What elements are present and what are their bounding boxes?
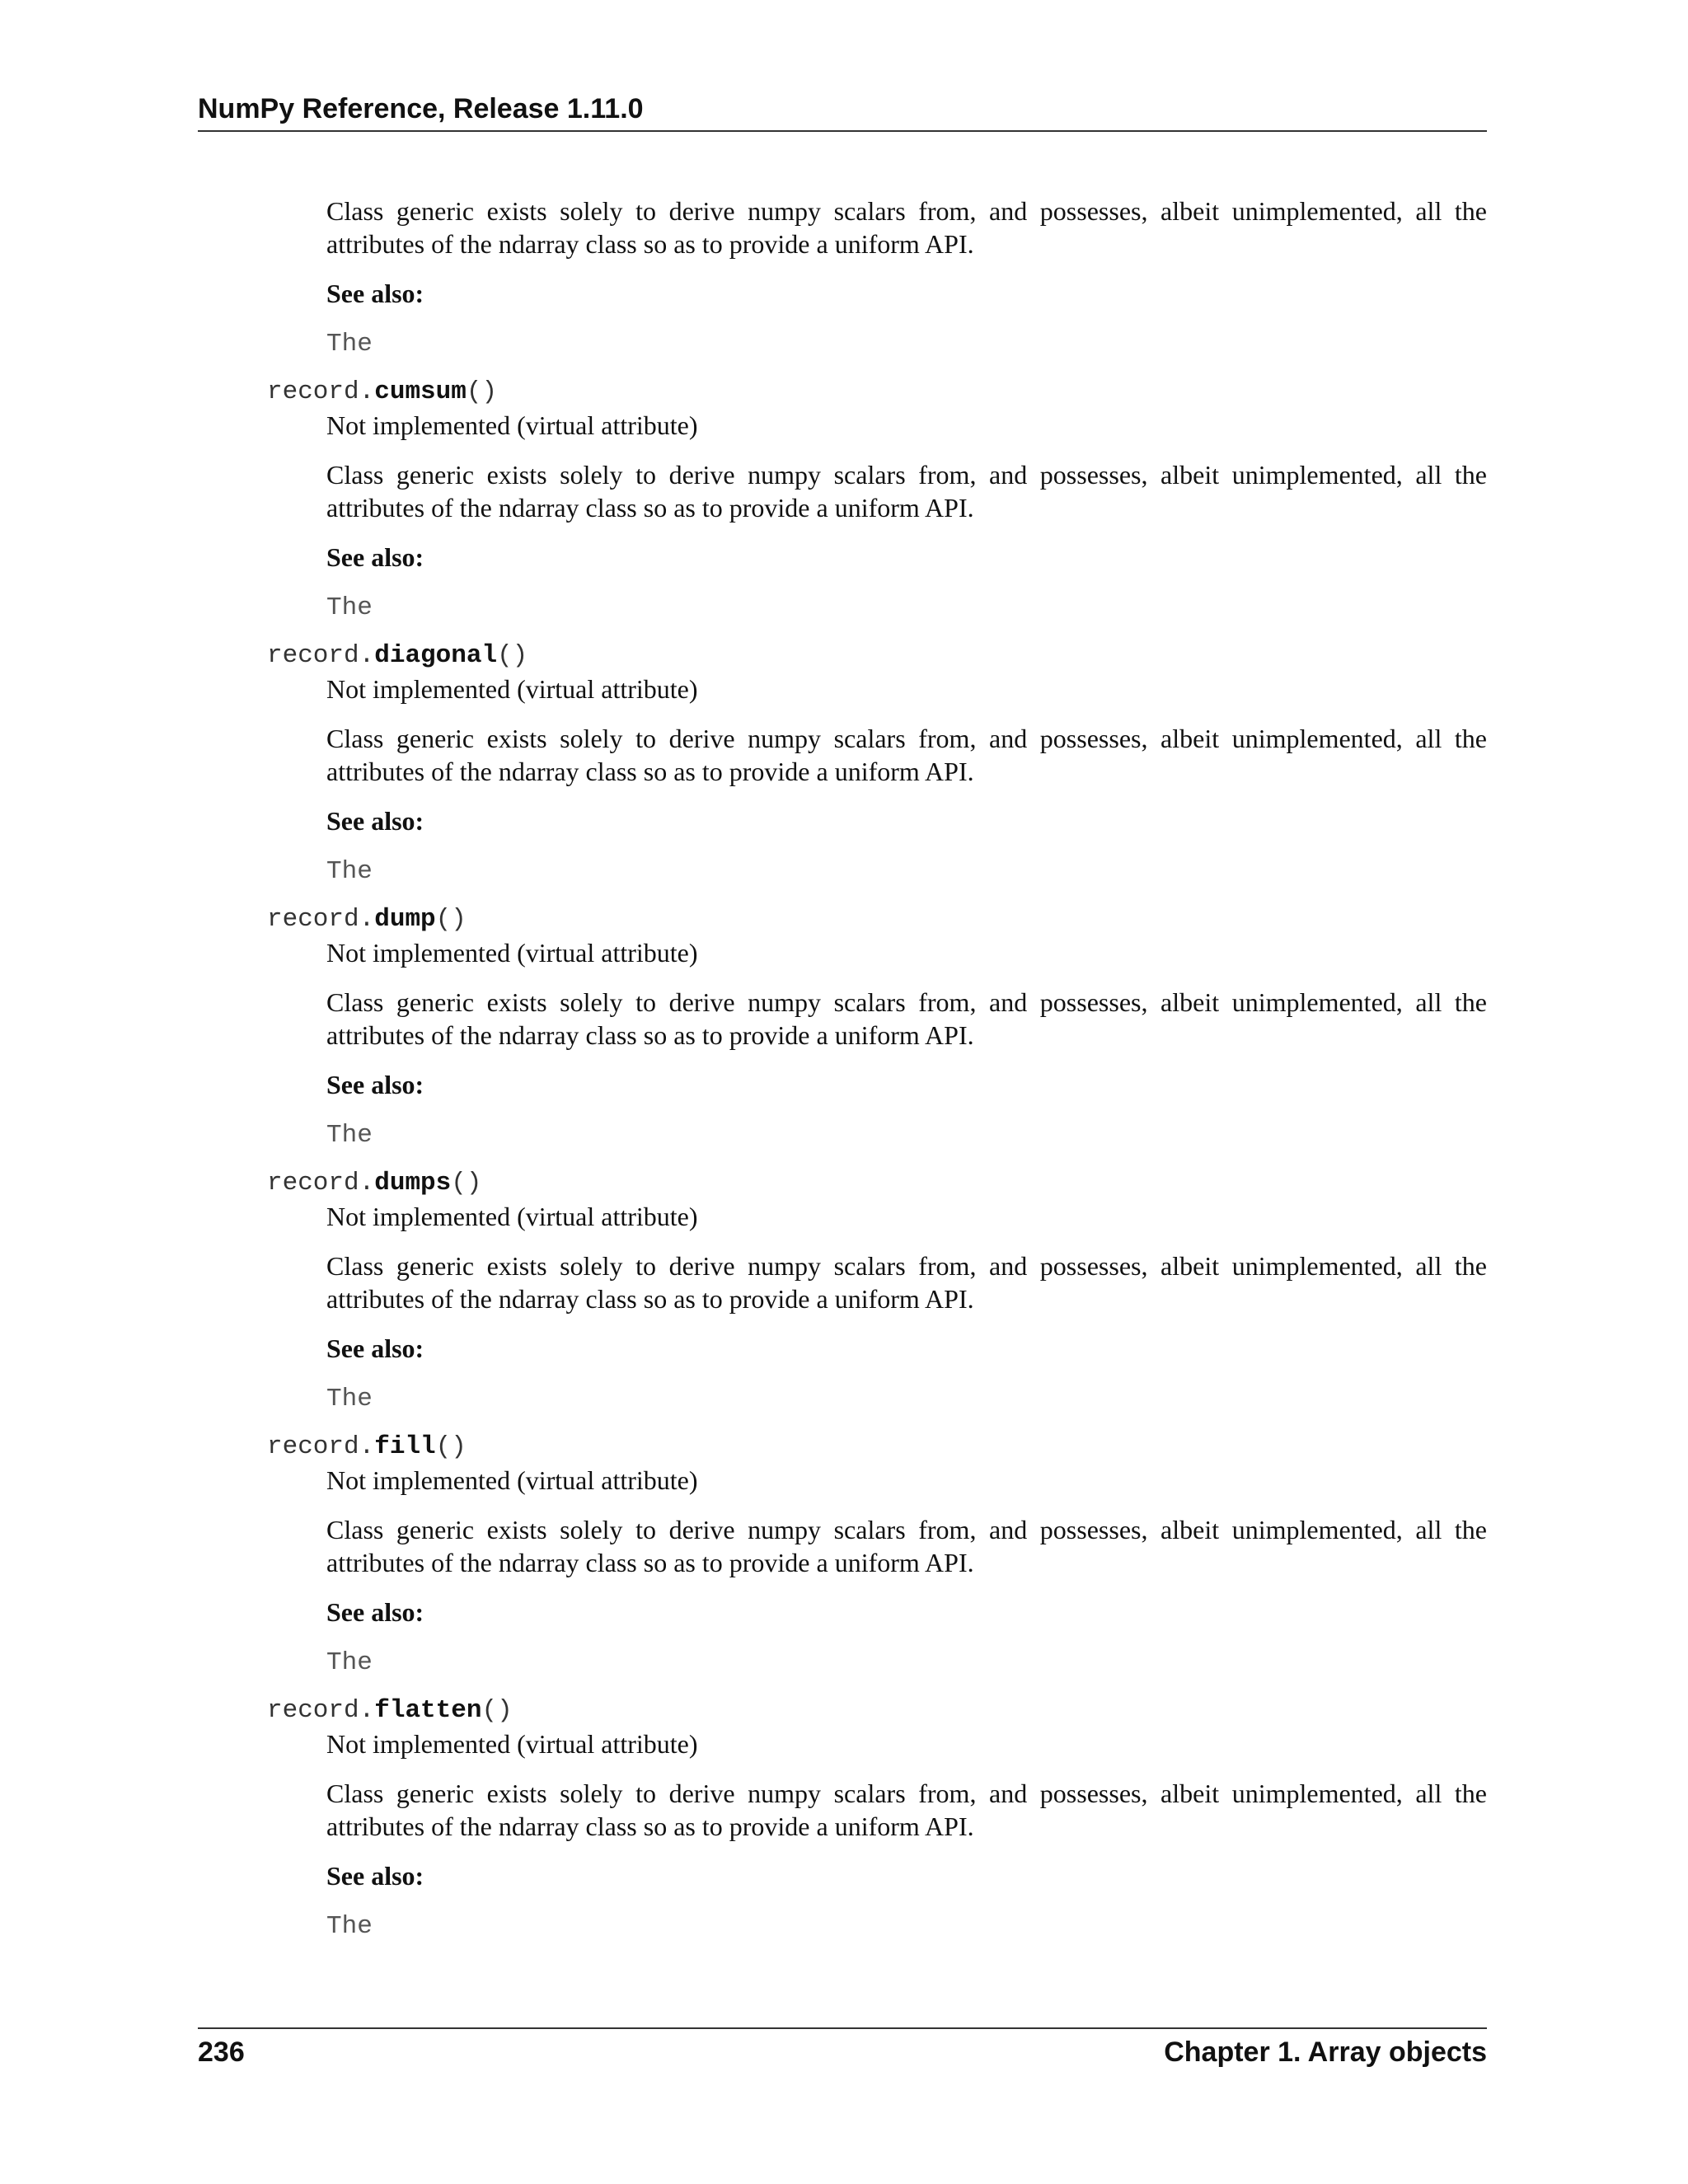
- see-also-heading: See also:: [326, 1861, 424, 1891]
- signature-name: dumps: [374, 1169, 452, 1197]
- signature-prefix: record.: [267, 1169, 375, 1197]
- signature-name: flatten: [374, 1696, 482, 1725]
- signature-suffix: (): [435, 905, 467, 934]
- method-signature: [198, 903, 1487, 936]
- method-summary: Not implemented (virtual attribute): [326, 1465, 698, 1495]
- method-summary: Not implemented (virtual attribute): [326, 1202, 698, 1231]
- method-entry-cumsum: [198, 376, 1487, 625]
- method-body: [198, 1727, 1487, 1943]
- see-also-heading: See also:: [326, 542, 424, 572]
- signature-name: dump: [374, 905, 436, 934]
- signature-suffix: (): [451, 1169, 482, 1197]
- signature-name: diagonal: [374, 641, 498, 670]
- signature-prefix: record.: [267, 905, 375, 934]
- method-summary: Not implemented (virtual attribute): [326, 410, 698, 440]
- method-entry-dumps: [198, 1167, 1487, 1416]
- intro-block: [198, 194, 1487, 361]
- method-summary: Not implemented (virtual attribute): [326, 674, 698, 704]
- see-also-ref: The: [326, 1121, 373, 1150]
- see-also-ref: The: [326, 857, 373, 886]
- chapter-title: Chapter 1. Array objects: [1164, 2036, 1487, 2068]
- method-entry-dump: [198, 903, 1487, 1152]
- signature-suffix: (): [466, 377, 498, 406]
- see-also-heading: See also:: [326, 1597, 424, 1627]
- see-also-heading: See also:: [326, 806, 424, 836]
- method-description: Class generic exists solely to derive numpy scalars from, and possesses, albeit unimplemented, all the attributes of the ndarray class so as to provide a uniform API.: [326, 724, 1487, 786]
- method-signature: [198, 640, 1487, 673]
- method-body: [198, 409, 1487, 625]
- method-entry-flatten: [198, 1694, 1487, 1943]
- method-signature: [198, 1431, 1487, 1464]
- page-footer: [198, 2027, 1487, 2069]
- see-also-ref: The: [326, 330, 373, 359]
- method-summary: Not implemented (virtual attribute): [326, 938, 698, 968]
- page-content: [198, 194, 1487, 1943]
- method-signature: [198, 376, 1487, 409]
- method-body: [198, 1200, 1487, 1416]
- method-entry-diagonal: [198, 640, 1487, 888]
- method-description: Class generic exists solely to derive numpy scalars from, and possesses, albeit unimplemented, all the attributes of the ndarray class so as to provide a uniform API.: [326, 460, 1487, 523]
- intro-description: Class generic exists solely to derive numpy scalars from, and possesses, albeit unimplemented, all the attributes of the ndarray class so as to provide a uniform API.: [326, 196, 1487, 259]
- see-also-heading: See also:: [326, 1070, 424, 1099]
- signature-prefix: record.: [267, 1432, 375, 1461]
- signature-name: cumsum: [374, 377, 467, 406]
- see-also-heading: See also:: [326, 1333, 424, 1363]
- method-body: [198, 673, 1487, 888]
- see-also-ref: The: [326, 593, 373, 622]
- method-summary: Not implemented (virtual attribute): [326, 1729, 698, 1759]
- method-body: [198, 1464, 1487, 1680]
- signature-name: fill: [374, 1432, 436, 1461]
- see-also-heading: See also:: [326, 279, 424, 308]
- signature-suffix: (): [435, 1432, 467, 1461]
- page-header: [198, 92, 1487, 132]
- signature-suffix: (): [497, 641, 528, 670]
- signature-suffix: (): [481, 1696, 513, 1725]
- method-entry-fill: [198, 1431, 1487, 1680]
- signature-prefix: record.: [267, 1696, 375, 1725]
- method-description: Class generic exists solely to derive numpy scalars from, and possesses, albeit unimplemented, all the attributes of the ndarray class so as to provide a uniform API.: [326, 1251, 1487, 1314]
- signature-prefix: record.: [267, 377, 375, 406]
- see-also-ref: The: [326, 1648, 373, 1677]
- method-description: Class generic exists solely to derive numpy scalars from, and possesses, albeit unimplemented, all the attributes of the ndarray class so as to provide a uniform API.: [326, 987, 1487, 1050]
- header-title: NumPy Reference, Release 1.11.0: [198, 93, 644, 124]
- see-also-ref: The: [326, 1385, 373, 1413]
- method-description: Class generic exists solely to derive numpy scalars from, and possesses, albeit unimplemented, all the attributes of the ndarray class so as to provide a uniform API.: [326, 1779, 1487, 1841]
- page-number: 236: [198, 2036, 245, 2068]
- method-signature: [198, 1694, 1487, 1727]
- method-signature: [198, 1167, 1487, 1200]
- see-also-ref: The: [326, 1912, 373, 1941]
- method-description: Class generic exists solely to derive numpy scalars from, and possesses, albeit unimplemented, all the attributes of the ndarray class so as to provide a uniform API.: [326, 1515, 1487, 1577]
- method-body: [198, 936, 1487, 1152]
- signature-prefix: record.: [267, 641, 375, 670]
